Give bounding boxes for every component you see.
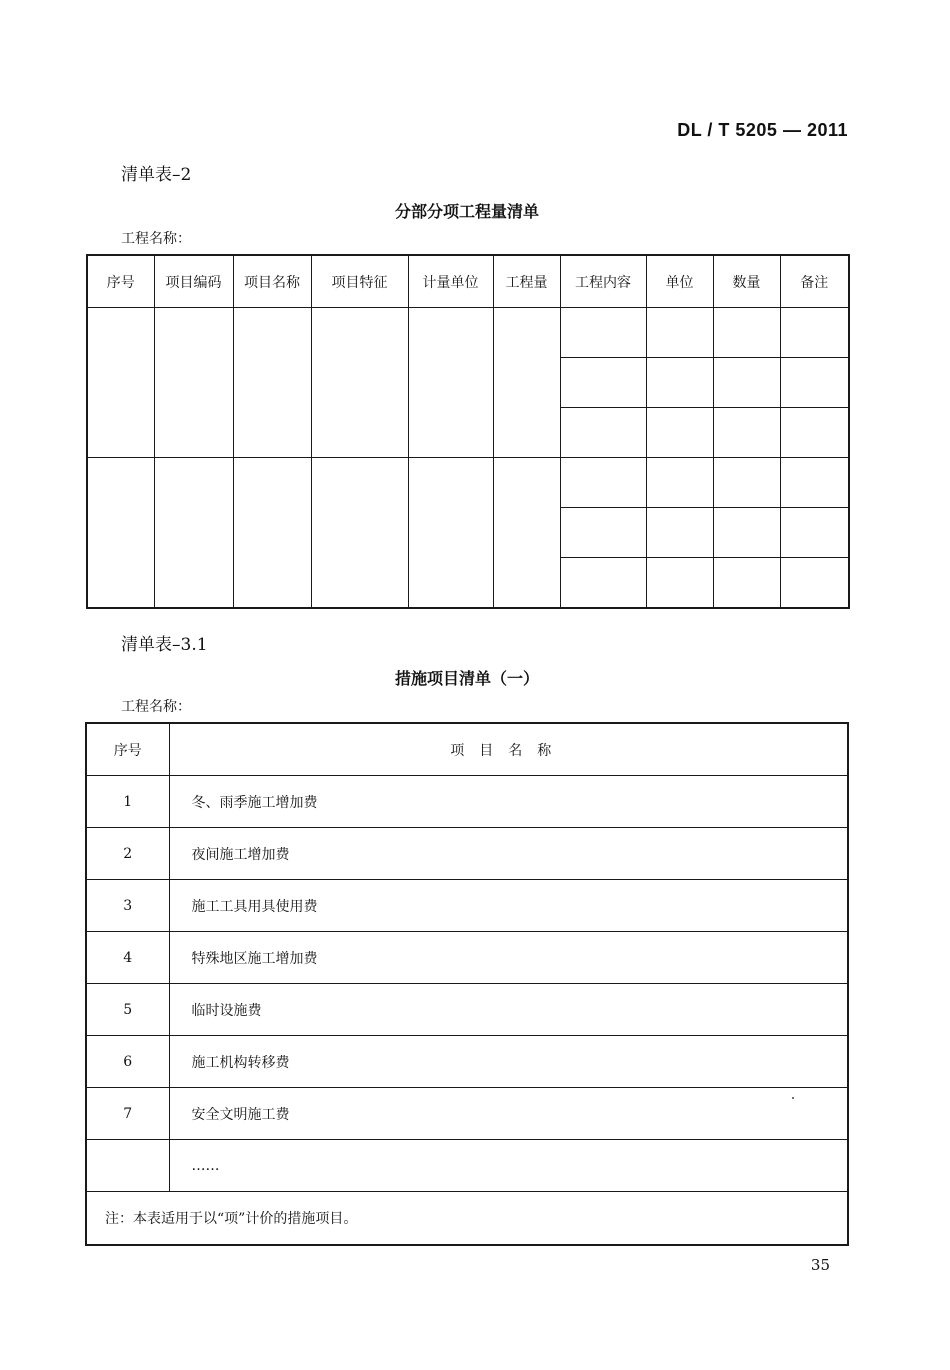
table-cell	[780, 558, 849, 609]
table-cell	[311, 458, 408, 609]
row-seq: 2	[86, 828, 169, 880]
table-cell	[560, 558, 646, 609]
column-header: 计量单位	[408, 255, 493, 308]
table-cell	[560, 458, 646, 508]
row-name: 冬、雨季施工增加费	[169, 776, 848, 828]
table-cell	[154, 458, 233, 609]
table-cell	[646, 308, 713, 358]
scan-speck	[792, 1097, 794, 1099]
table-cell	[780, 458, 849, 508]
standard-code: DL / T 5205 — 2011	[677, 120, 848, 140]
row-seq: 4	[86, 932, 169, 984]
row-seq: 1	[86, 776, 169, 828]
table-cell	[713, 408, 780, 458]
row-seq	[86, 1140, 169, 1192]
table-row	[86, 932, 848, 984]
column-header: 单位	[646, 255, 713, 308]
column-header: 备注	[780, 255, 849, 308]
table-cell	[713, 458, 780, 508]
column-header: 序号	[86, 723, 169, 776]
table-cell	[493, 458, 560, 609]
table-cell	[87, 458, 154, 609]
row-seq: 7	[86, 1088, 169, 1140]
table-note: 注：本表适用于以“项”计价的措施项目。	[86, 1192, 848, 1246]
table-row	[86, 1036, 848, 1088]
table-cell	[560, 358, 646, 408]
table-cell	[646, 558, 713, 609]
row-name: 临时设施费	[169, 984, 848, 1036]
table-cell	[311, 308, 408, 458]
table-cell	[780, 308, 849, 358]
column-header: 项目编码	[154, 255, 233, 308]
table-row	[87, 458, 849, 508]
column-header: 项目特征	[311, 255, 408, 308]
table-cell	[560, 408, 646, 458]
table1-project-label: 工程名称：	[121, 231, 191, 247]
table-note-row	[86, 1192, 848, 1246]
table-cell	[408, 458, 493, 609]
row-name: 安全文明施工费	[169, 1088, 848, 1140]
table-row	[86, 984, 848, 1036]
row-name: ……	[169, 1140, 848, 1192]
column-header: 序号	[87, 255, 154, 308]
table-cell	[233, 458, 311, 609]
table-row	[87, 308, 849, 358]
bill-of-quantities-table	[86, 254, 850, 609]
table1-id-label: 清单表–2	[121, 165, 192, 185]
table-cell	[560, 308, 646, 358]
table2-id-label: 清单表–3.1	[121, 635, 208, 655]
table-row	[86, 1140, 848, 1192]
table-cell	[646, 358, 713, 408]
row-name: 施工机构转移费	[169, 1036, 848, 1088]
table-cell	[780, 508, 849, 558]
table-cell	[493, 308, 560, 458]
table-cell	[713, 558, 780, 609]
table-header-row	[86, 723, 848, 776]
table-cell	[646, 508, 713, 558]
table-row	[86, 776, 848, 828]
column-header: 项目名称	[233, 255, 311, 308]
table-cell	[780, 358, 849, 408]
table-cell	[713, 358, 780, 408]
column-header: 项目名称	[169, 723, 848, 776]
page-number: 35	[810, 1256, 830, 1274]
table2-project-label: 工程名称：	[121, 699, 191, 715]
table-row	[86, 828, 848, 880]
row-seq: 3	[86, 880, 169, 932]
table-row	[86, 1088, 848, 1140]
table-cell	[408, 308, 493, 458]
table-cell	[87, 308, 154, 458]
table-header-row	[87, 255, 849, 308]
table-cell	[646, 458, 713, 508]
table-cell	[713, 308, 780, 358]
table1-title: 分部分项工程量清单	[394, 202, 539, 221]
table-cell	[646, 408, 713, 458]
row-seq: 6	[86, 1036, 169, 1088]
row-name: 夜间施工增加费	[169, 828, 848, 880]
table2-title: 措施项目清单（一）	[394, 669, 539, 688]
row-name: 施工工具用具使用费	[169, 880, 848, 932]
table-cell	[780, 408, 849, 458]
table-cell	[233, 308, 311, 458]
column-header: 工程量	[493, 255, 560, 308]
table-cell	[560, 508, 646, 558]
table-cell	[713, 508, 780, 558]
row-name: 特殊地区施工增加费	[169, 932, 848, 984]
column-header: 数量	[713, 255, 780, 308]
row-seq: 5	[86, 984, 169, 1036]
table-row	[86, 880, 848, 932]
table-cell	[154, 308, 233, 458]
column-header: 工程内容	[560, 255, 646, 308]
measures-items-table	[85, 722, 849, 1246]
